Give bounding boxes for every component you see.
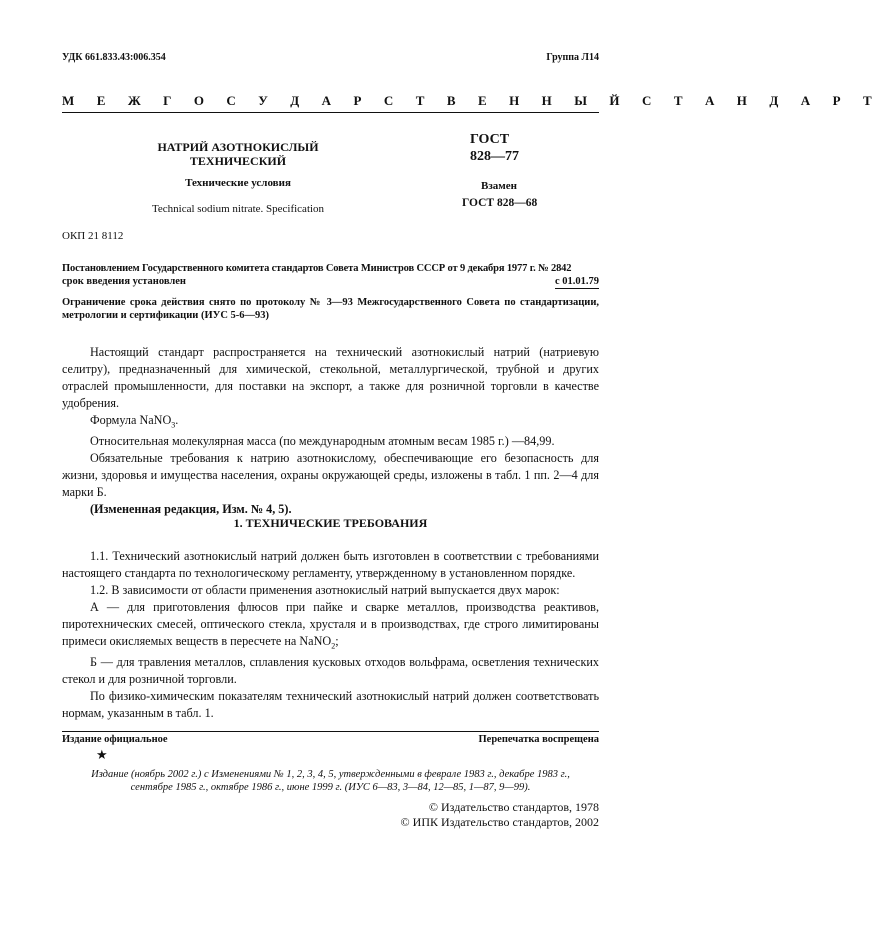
gost-label: ГОСТ — [470, 132, 510, 147]
grade-b-paragraph: Б — для травления металлов, сплавления кусковых отходов вольфрама, осветления технических стекол и для розничной торговли. — [62, 655, 599, 687]
formula-label: Формула NaNO — [90, 413, 172, 427]
standard-type-text: М Е Ж Г О С У Д А Р С Т В Е Н Н Ы Й С Т А Н Д А Р Т — [62, 93, 881, 108]
copyright-2002: © ИПК Издательство стандартов, 2002 — [400, 815, 599, 829]
intro-section — [62, 344, 599, 518]
replaces-label: Взамен — [481, 180, 517, 192]
udk-code: УДК 661.833.43:006.354 — [62, 52, 166, 63]
grade-a-paragraph — [62, 599, 599, 654]
restriction-note: Ограничение срока действия снято по протоколу № 3—93 Межгосударственного Совета по стандартизации, метрологии и сертификации (ИУС 5-6—93) — [62, 297, 599, 321]
footer-rule — [62, 731, 599, 732]
decree-effective-date: с 01.01.79 — [554, 276, 599, 287]
copyright-block — [401, 800, 599, 830]
decree-line-2 — [62, 275, 599, 288]
banner-rule — [62, 112, 599, 113]
document-title — [128, 140, 348, 168]
formula-end: . — [175, 413, 179, 427]
okp-code: ОКП 21 8112 — [62, 230, 124, 242]
molecular-mass-paragraph: Относительная молекулярная масса (по международным атомным весам 1985 г.) —84,99. — [90, 434, 555, 449]
edition-line-2: сентябре 1985 г., октябре 1986 г., июне 1999 г. (ИУС 6—83, 3—84, 12—85, 1—87, 9—99). — [130, 782, 531, 793]
grade-a-text: А — для приготовления флюсов при пайке и сварке металлов, производства реактивов, пиротехнических смесей, оптического стекла, хрусталя и в производствах, где строго лимитированы примеси окисляемых веществ в пересчете на NaNO — [62, 600, 599, 648]
standard-type-banner — [62, 93, 881, 109]
official-edition-label: Издание официальное — [62, 734, 168, 745]
title-line-2: ТЕХНИЧЕСКИЙ — [189, 154, 287, 168]
edition-line-1: Издание (ноябрь 2002 г.) с Изменениями № 1, 2, 3, 4, 5, утвержденными в феврале 1983 г., декабре 1983 г., — [91, 769, 570, 780]
decree-block — [62, 262, 599, 288]
section-1-body — [62, 548, 599, 722]
formula-subscript: 3 — [171, 420, 176, 430]
clause-1-2: 1.2. В зависимости от области применения азотнокислый натрий выпускается двух марок: — [90, 583, 560, 597]
intro-paragraph-scope: Настоящий стандарт распространяется на технический азотнокислый натрий (натриевую селитру), предназначенный для химической, стекольной, металлургической, трубной и других отраслей промышленности, для поставки на экспорт, а также для розничной торговли в качестве удобрения. — [62, 345, 599, 410]
replaces-gost: ГОСТ 828—68 — [462, 197, 538, 209]
grade-a-end: ; — [335, 634, 339, 648]
revision-note: (Измененная редакция, Изм. № 4, 5). — [90, 502, 292, 517]
star-icon: ★ — [96, 747, 108, 762]
gost-block — [470, 131, 519, 165]
title-line-1: НАТРИЙ АЗОТНОКИСЛЫЙ — [157, 140, 319, 154]
formula-paragraph — [62, 412, 599, 433]
decree-line-1: Постановлением Государственного комитета стандартов Совета Министров СССР от 9 декабря 1977 г. № 2842 — [62, 263, 572, 274]
copyright-1978: © Издательство стандартов, 1978 — [428, 800, 599, 814]
grade-a-subscript: 2 — [331, 641, 336, 651]
section-heading: 1. ТЕХНИЧЕСКИЕ ТРЕБОВАНИЯ — [233, 516, 428, 530]
group-code: Группа Л14 — [546, 52, 599, 63]
mandatory-requirements-paragraph: Обязательные требования к натрию азотнокислому, обеспечивающие его безопасность для жизни, здоровья и имущества населения, охраны окружающей среды, изложены в табл. 1 пп. 2—4 для марки Б. — [62, 451, 599, 500]
decree-effective-label: срок введения установлен — [62, 276, 186, 287]
gost-number: 828—77 — [470, 149, 519, 164]
clause-1-1: 1.1. Технический азотнокислый натрий должен быть изготовлен в соответствии с требованиями настоящего стандарта по технологическому регламенту, утвержденному в установленном порядке. — [62, 549, 599, 580]
edition-note — [62, 768, 599, 794]
no-reprint-label: Перепечатка воспрещена — [478, 734, 599, 745]
english-title: Technical sodium nitrate. Specification — [151, 203, 325, 215]
document-subtitle: Технические условия — [185, 177, 291, 189]
physchem-paragraph: По физико-химическим показателям технический азотнокислый натрий должен соответствовать нормам, указанным в табл. 1. — [62, 689, 599, 721]
